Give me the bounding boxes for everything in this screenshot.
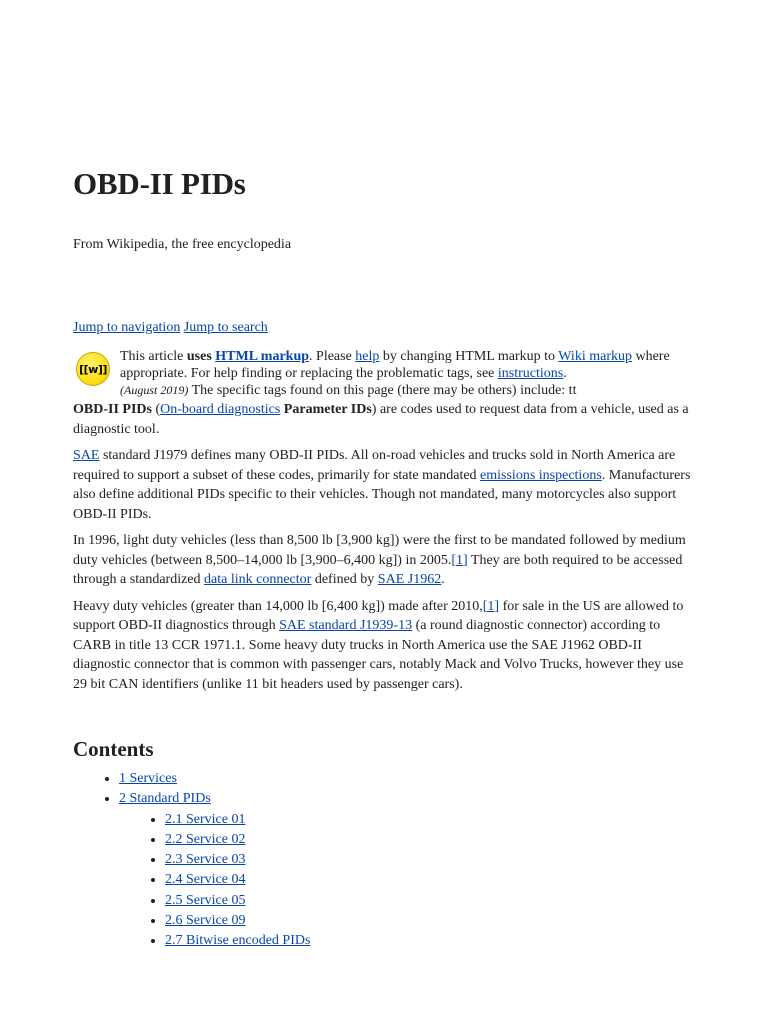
toc-subitem — [165, 830, 310, 850]
toc-subitem — [165, 911, 310, 931]
sae-link[interactable]: SAE — [73, 448, 100, 463]
reference-1-link[interactable]: [1] — [451, 552, 468, 568]
history-paragraph: In 1996, light duty vehicles (less than 8,500 lb [3,900 kg]) were the first to be mandated followed by medium duty vehicles (between 8,500–14,000 lb [3,900–6,400 kg]) in 2005.[1] They are both required to be accessed through a standardized data link connector defined by SAE J1962. — [73, 533, 686, 587]
notice-text: This article uses HTML markup. Please help by changing HTML markup to Wiki markup where appropriate. For help finding or replacing the problematic tags, see instructions. (August 2019) The specific tags found on this page (there may be others) include: tt — [120, 349, 670, 398]
notice-date: (August 2019) — [120, 383, 189, 397]
toc-link-service-03[interactable]: 2.3 Service 03 — [165, 852, 246, 868]
toc-link-standard-pids[interactable]: 2 Standard PIDs — [119, 791, 211, 807]
sae-paragraph: SAE standard J1979 defines many OBD-II PIDs. All on-road vehicles and trucks sold in North America are required to support a subset of these codes, primarily for state mandated emissions inspections. Manufacturers also define additional PIDs specific to their vehicles. Though not mandated, many motorcycles also support OBD-II PIDs. — [73, 448, 691, 522]
toc-link-service-09[interactable]: 2.6 Service 09 — [165, 913, 246, 929]
wiki-markup-link[interactable]: Wiki markup — [558, 349, 632, 364]
sae-j1962-link[interactable]: SAE J1962 — [377, 572, 442, 587]
toc-link-service-05[interactable]: 2.5 Service 05 — [165, 892, 246, 908]
help-link[interactable]: help — [355, 349, 380, 364]
emissions-inspections-link[interactable]: emissions inspections — [480, 467, 602, 483]
toc-link-service-01[interactable]: 2.1 Service 01 — [165, 811, 246, 827]
toc-link-services[interactable]: 1 Services — [119, 771, 177, 786]
toc-subitem — [165, 870, 310, 890]
html-markup-notice — [73, 348, 703, 399]
on-board-diagnostics-link[interactable]: On-board diagnostics — [160, 402, 281, 417]
reference-1-link[interactable]: [1] — [482, 598, 500, 614]
wiki-markup-icon: [[w]] — [76, 352, 110, 386]
toc-link-service-04[interactable]: 2.4 Service 04 — [165, 872, 246, 888]
contents-heading: Contents — [73, 737, 154, 761]
jump-to-navigation-link[interactable]: Jump to navigation — [73, 320, 181, 335]
data-link-connector-link[interactable]: data link connector — [204, 572, 312, 587]
intro-paragraph: OBD-II PIDs (On-board diagnostics Parameter IDs) are codes used to request data from a vehicle, used as a diagnostic tool. — [73, 402, 689, 437]
toc-item — [119, 789, 310, 951]
jump-links — [73, 319, 268, 337]
page-title: OBD-II PIDs — [73, 166, 246, 201]
toc-sublist — [119, 810, 310, 952]
sae-j1939-13-link[interactable]: SAE standard J1939-13 — [279, 618, 413, 633]
instructions-link[interactable]: instructions — [497, 366, 564, 381]
toc-link-bitwise-encoded-pids[interactable]: 2.7 Bitwise encoded PIDs — [165, 933, 311, 949]
toc-subitem — [165, 810, 310, 830]
toc-subitem — [165, 931, 310, 951]
toc-subitem — [165, 850, 310, 870]
site-tagline: From Wikipedia, the free encyclopedia — [73, 237, 292, 252]
toc-link-service-02[interactable]: 2.2 Service 02 — [165, 831, 246, 847]
heavy-duty-paragraph: Heavy duty vehicles (greater than 14,000 lb [6,400 kg]) made after 2010,[1] for sale in the US are allowed to support OBD-II diagnostics through SAE standard J1939-13 (a round diagnostic connector) according to CARB in title 13 CCR 1971.1. Some heavy duty trucks in North America use the SAE J1962 OBD-II diagnostic connector that is common with passenger cars, notably Mack and Volvo Trucks, however they use 29 bit CAN identifiers (unlike 11 bit headers used by passenger cars). — [73, 598, 684, 692]
article-body — [73, 400, 698, 701]
jump-to-search-link[interactable]: Jump to search — [183, 320, 268, 335]
toc-item — [119, 769, 310, 789]
table-of-contents — [73, 769, 310, 952]
toc-subitem — [165, 891, 310, 911]
html-markup-link[interactable]: HTML markup — [215, 349, 310, 364]
